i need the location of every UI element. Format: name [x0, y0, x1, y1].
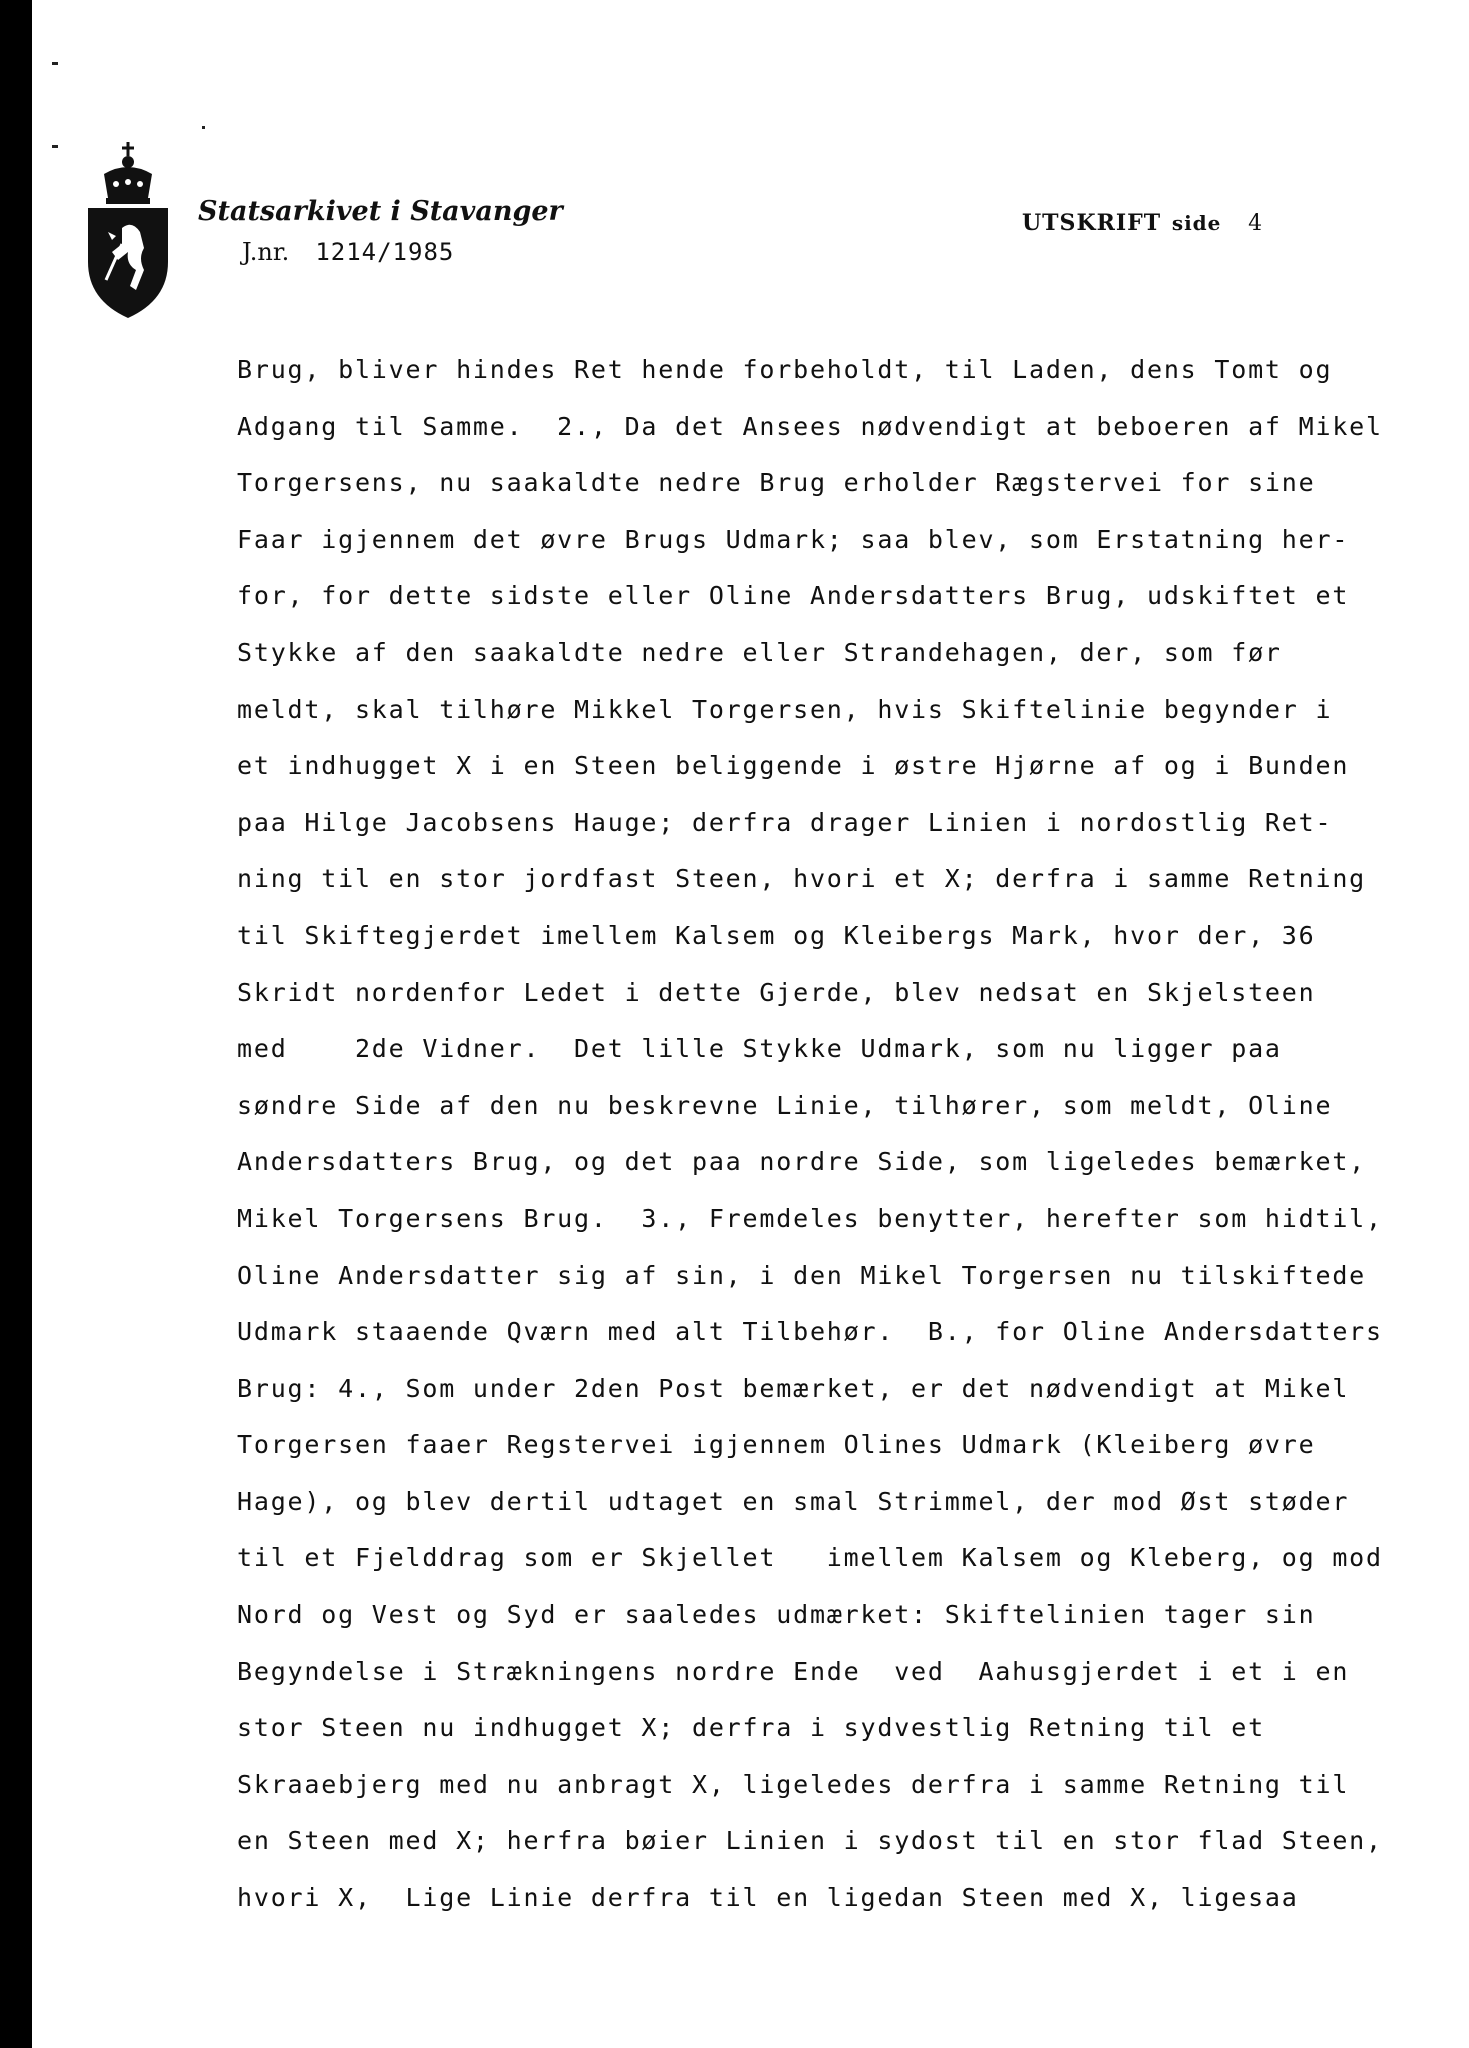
text-line: Udmark staaende Qværn med alt Tilbehør. B., for Oline Andersdatters: [237, 1317, 1383, 1347]
text-line: til Skiftegjerdet imellem Kalsem og Kleibergs Mark, hvor der, 36: [237, 920, 1316, 950]
text-line: til et Fjelddrag som er Skjellet imellem Kalsem og Kleberg, og mod: [237, 1543, 1383, 1573]
scan-speck: [202, 126, 205, 129]
text-line: paa Hilge Jacobsens Hauge; derfra drager Linien i nordostlig Ret-: [237, 807, 1333, 837]
text-line: Adgang til Samme. 2., Da det Ansees nødvendigt at beboeren af Mikel: [237, 411, 1383, 441]
scan-speck: [52, 62, 58, 65]
archive-name: Statsarkivet i Stavanger: [198, 196, 563, 227]
text-line: stor Steen nu indhugget X; derfra i sydvestlig Retning til et: [237, 1713, 1265, 1743]
scan-speck: [52, 145, 58, 148]
transcript-page-header: [1022, 210, 1263, 236]
text-line: Torgersens, nu saakaldte nedre Brug erholder Rægstervei for sine: [237, 468, 1316, 498]
norwegian-coat-of-arms-icon: [82, 140, 174, 320]
text-line: Nord og Vest og Syd er saaledes udmærket: Skiftelinien tager sin: [237, 1600, 1316, 1630]
journal-label: J.nr.: [242, 238, 290, 266]
text-line: Stykke af den saakaldte nedre eller Strandehagen, der, som før: [237, 637, 1282, 667]
transcript-body: [237, 342, 1417, 1927]
journal-number: 1214/1985: [315, 238, 455, 266]
text-line: Andersdatters Brug, og det paa nordre Side, som ligeledes bemærket,: [237, 1147, 1367, 1177]
utskrift-label: UTSKRIFT: [1022, 210, 1162, 236]
journal-number-line: [242, 238, 454, 267]
text-line: Skridt nordenfor Ledet i dette Gjerde, blev nedsat en Skjelsteen: [237, 977, 1316, 1007]
text-line: med 2de Vidner. Det lille Stykke Udmark, som nu ligger paa: [237, 1034, 1282, 1064]
text-line: meldt, skal tilhøre Mikkel Torgersen, hvis Skiftelinie begynder i: [237, 694, 1333, 724]
text-line: Torgersen faaer Regstervei igjennem Olines Udmark (Kleiberg øvre: [237, 1430, 1316, 1460]
text-line: Begyndelse i Strækningens nordre Ende ved Aahusgjerdet i et i en: [237, 1656, 1350, 1686]
text-line: Oline Andersdatter sig af sin, i den Mikel Torgersen nu tilskiftede: [237, 1260, 1367, 1290]
text-line: Mikel Torgersens Brug. 3., Fremdeles benytter, herefter som hidtil,: [237, 1203, 1383, 1233]
text-line: et indhugget X i en Steen beliggende i østre Hjørne af og i Bunden: [237, 751, 1350, 781]
text-line: ning til en stor jordfast Steen, hvori et X; derfra i samme Retning: [237, 864, 1367, 894]
text-line: Brug, bliver hindes Ret hende forbeholdt, til Laden, dens Tomt og: [237, 355, 1333, 384]
side-label: side: [1171, 211, 1222, 235]
text-line: Faar igjennem det øvre Brugs Udmark; saa blev, som Erstatning her-: [237, 524, 1350, 554]
document-page: [32, 0, 1469, 2048]
text-line: Hage), og blev dertil udtaget en smal Strimmel, der mod Øst støder: [237, 1486, 1350, 1516]
text-line: Skraaebjerg med nu anbragt X, ligeledes derfra i samme Retning til: [237, 1769, 1350, 1799]
page-number: 4: [1248, 211, 1264, 236]
text-line: søndre Side af den nu beskrevne Linie, tilhører, som meldt, Oline: [237, 1090, 1333, 1120]
text-line: for, for dette sidste eller Oline Andersdatters Brug, udskiftet et: [237, 581, 1350, 611]
text-line: hvori X, Lige Linie derfra til en ligedan Steen med X, ligesaa: [237, 1883, 1299, 1913]
text-line: Brug: 4., Som under 2den Post bemærket, er det nødvendigt at Mikel: [237, 1373, 1350, 1403]
text-line: en Steen med X; herfra bøier Linien i sydost til en stor flad Steen,: [237, 1826, 1383, 1856]
